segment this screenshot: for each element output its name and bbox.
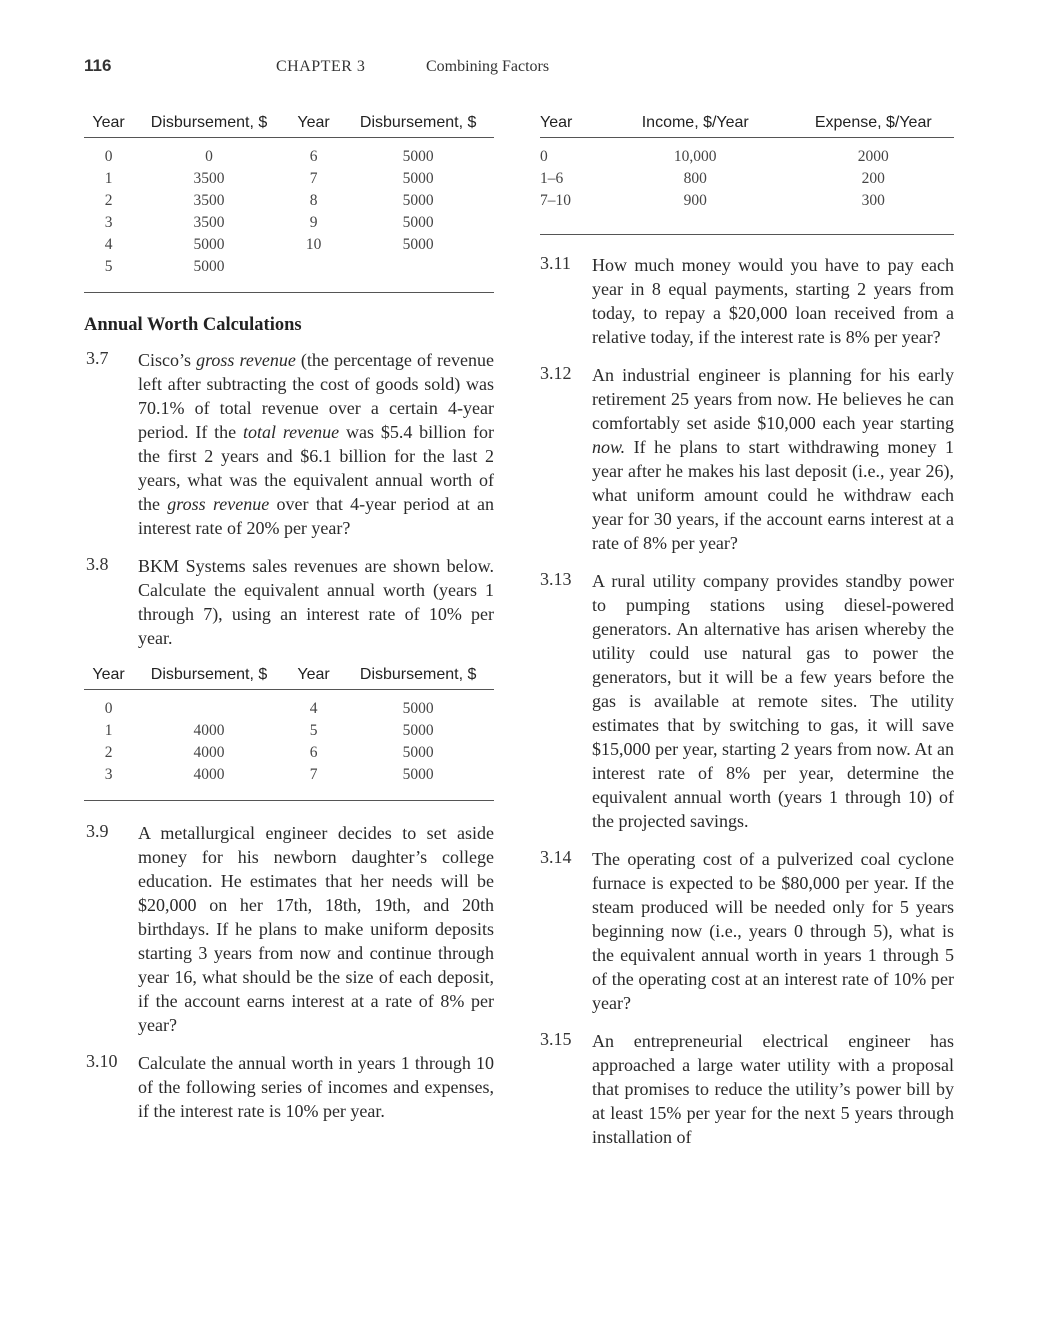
table-cell: 2000: [857, 148, 889, 165]
table-cell: 1: [104, 722, 113, 739]
right-column: [540, 112, 954, 1163]
table-cell: 0: [104, 700, 113, 717]
table-cell: 4000: [193, 766, 225, 783]
problem-3-11: [540, 253, 954, 349]
problem-3-13: [540, 569, 954, 833]
problem-text: The operating cost of a pulverized coal cyclone furnace is expected to be $80,000 per year. If the steam produced will be needed only for 5 years beginning now (i.e., years 0 through 5), what is the equivalent annual worth in years 1 through 5 of the operating cost at an interest rate of 10% per year?: [592, 849, 954, 1013]
col-header: Year: [285, 112, 342, 138]
table-row: [540, 138, 954, 169]
table-cell: 0: [104, 148, 113, 165]
col-header: Year: [84, 664, 133, 690]
table-row: [84, 720, 494, 742]
table-cell: 5000: [402, 722, 434, 739]
problem-number: 3.13: [540, 569, 572, 589]
table-cell: 5: [309, 722, 318, 739]
table-cell: 2: [104, 744, 113, 761]
problem-3-12: [540, 363, 954, 555]
col-header: Expense, $/Year: [793, 112, 954, 138]
table-cell: 4: [104, 236, 113, 253]
text-span: If he plans to start withdrawing money 1 year after he makes his last deposit (i.e., year 26), what uniform amount could he withdraw each year for 30 years, if the account earns interest at a rate of 8% per year?: [592, 437, 954, 553]
page-header: [84, 56, 964, 78]
problem-number: 3.14: [540, 847, 572, 867]
table-cell: 5000: [402, 192, 434, 209]
table-row: [84, 234, 494, 256]
table-cell: 5000: [193, 258, 225, 275]
table-cell: 10: [305, 236, 322, 253]
col-header: Year: [540, 112, 598, 138]
table-cell: [285, 256, 342, 278]
problem-number: 3.7: [86, 348, 109, 368]
text-span: Cisco’s: [138, 350, 197, 370]
col-header: Disbursement, $: [133, 112, 285, 138]
problem-3-10: [84, 1051, 494, 1123]
table-cell: 2: [104, 192, 113, 209]
table-cell: 7–10: [540, 192, 571, 209]
table-cell: 6: [309, 744, 318, 761]
problem-3-7: [84, 348, 494, 540]
problem-text: BKM Systems sales revenues are shown below. Calculate the equivalent annual worth (years 1 through 7), using an interest rate of 10% per year.: [138, 556, 494, 648]
table-cell: 800: [683, 170, 707, 187]
problem-number: 3.12: [540, 363, 572, 383]
problem-text: A rural utility company provides standby power to pumping stations using diesel-powered generators. An alternative has arisen whereby the utility could use natural gas to power the generators, but it will be a few years before the gas is available at remote sites. The utility estimates that by switching to gas, it will save $15,000 per year, starting 2 years from now. At an interest rate of 8% per year, determine the equivalent annual worth (years 1 through 10) of the projected savings.: [592, 571, 954, 831]
disbursement-table-2: [84, 664, 494, 801]
problem-text: How much money would you have to pay each year in 8 equal payments, starting 2 years from today, to repay a $20,000 loan received from a relative today, if the interest rate is 8% per year?: [592, 255, 954, 347]
col-header: Disbursement, $: [133, 664, 285, 690]
table-cell: 9: [309, 214, 318, 231]
left-column: [84, 112, 494, 1137]
text-span: An industrial engineer is planning for his early retirement 25 years from now. He believes he can comfortably set aside $10,000 each year starting: [592, 365, 954, 433]
problem-number: 3.9: [86, 821, 109, 841]
table-cell: 5000: [402, 214, 434, 231]
table-cell: 1: [104, 170, 113, 187]
table-row: [84, 212, 494, 234]
income-expense-table: [540, 112, 954, 235]
col-header: Year: [285, 664, 342, 690]
text-span: over that 4-year period at an interest rate of 20% per year?: [138, 494, 494, 538]
problem-number: 3.10: [86, 1051, 118, 1071]
table-cell: 0: [205, 148, 213, 165]
table-cell: 3500: [193, 214, 225, 231]
table-cell: 1–6: [540, 170, 564, 187]
col-header: Income, $/Year: [598, 112, 793, 138]
table-cell: 3500: [193, 192, 225, 209]
table-cell: 8: [309, 192, 318, 209]
text-span: (the percentage of revenue left after subtracting the cost of goods sold) was 70.1% of total revenue over a certain 4-year period. If the: [138, 350, 494, 442]
table-cell: 5000: [402, 766, 434, 783]
problem-text: A metallurgical engineer decides to set aside money for his newborn daughter’s college education. He estimates that her needs will be $20,000 on her 17th, 18th, 19th, and 20th birthdays. If he plans to make uniform deposits starting 3 years from now and continue through year 16, what should be the size of each deposit, if the account earns interest at a rate of 8% per year?: [138, 823, 494, 1035]
problem-number: 3.15: [540, 1029, 572, 1049]
table-cell: 7: [309, 766, 318, 783]
table-cell: 300: [861, 192, 885, 209]
table-cell: 7: [309, 170, 318, 187]
emphasis-text: now.: [592, 437, 626, 457]
table-cell: 4: [309, 700, 318, 717]
emphasis-text: gross revenue: [167, 494, 270, 514]
problem-3-9: [84, 821, 494, 1037]
table-cell: 900: [683, 192, 707, 209]
col-header: Disbursement, $: [342, 112, 494, 138]
problem-number: 3.11: [540, 253, 571, 273]
problem-3-15: [540, 1029, 954, 1149]
table-cell: 5000: [402, 744, 434, 761]
problem-3-14: [540, 847, 954, 1015]
problem-3-8: [84, 554, 494, 650]
chapter-title: Combining Factors: [426, 58, 550, 75]
table-row: [84, 138, 494, 169]
table-cell: 3500: [193, 170, 225, 187]
table-cell: 200: [861, 170, 885, 187]
table-cell: 0: [540, 148, 548, 165]
problem-number: 3.8: [86, 554, 109, 574]
problem-text: An entrepreneurial electrical engineer has approached a large water utility with a proposal that promises to reduce the utility’s power bill by at least 15% per year for the next 5 years through installation of: [592, 1031, 954, 1147]
table-cell: 5: [104, 258, 113, 275]
col-header: Year: [84, 112, 133, 138]
problem-text: Calculate the annual worth in years 1 through 10 of the following series of incomes and expenses, if the interest rate is 10% per year.: [138, 1053, 494, 1121]
table-row: [540, 168, 954, 190]
emphasis-text: gross revenue: [196, 350, 296, 370]
table-cell: 5000: [193, 236, 225, 253]
table-cell: 3: [104, 766, 113, 783]
table-cell: 5000: [402, 700, 434, 717]
problem-text: [138, 348, 494, 540]
table-row: [84, 256, 494, 278]
table-cell: 4000: [193, 744, 225, 761]
table-row: [84, 690, 494, 721]
table-row: [540, 190, 954, 212]
table-cell: 4000: [193, 722, 225, 739]
disbursement-table-1: [84, 112, 494, 293]
table-cell: 3: [104, 214, 113, 231]
table-cell: 5000: [402, 170, 434, 187]
table-row: [84, 742, 494, 764]
col-header: Disbursement, $: [342, 664, 494, 690]
table-row: [84, 764, 494, 786]
table-row: [84, 190, 494, 212]
table-cell: 10,000: [673, 148, 717, 165]
table-cell: 5000: [402, 236, 434, 253]
table-cell: 5000: [402, 148, 434, 165]
table-cell: [342, 256, 494, 278]
table-row: [84, 168, 494, 190]
emphasis-text: total revenue: [243, 422, 340, 442]
table-cell: [133, 690, 285, 721]
problem-text: [592, 363, 954, 555]
page-number: 116: [84, 56, 112, 75]
section-title: Annual Worth Calculations: [84, 315, 302, 335]
table-cell: 6: [309, 148, 318, 165]
chapter-label: CHAPTER 3: [276, 58, 366, 75]
text-span: was $5.4 billion for the first 2 years and $6.1 billion for the last 2 years, what was the equivalent annual worth of the: [138, 422, 494, 514]
